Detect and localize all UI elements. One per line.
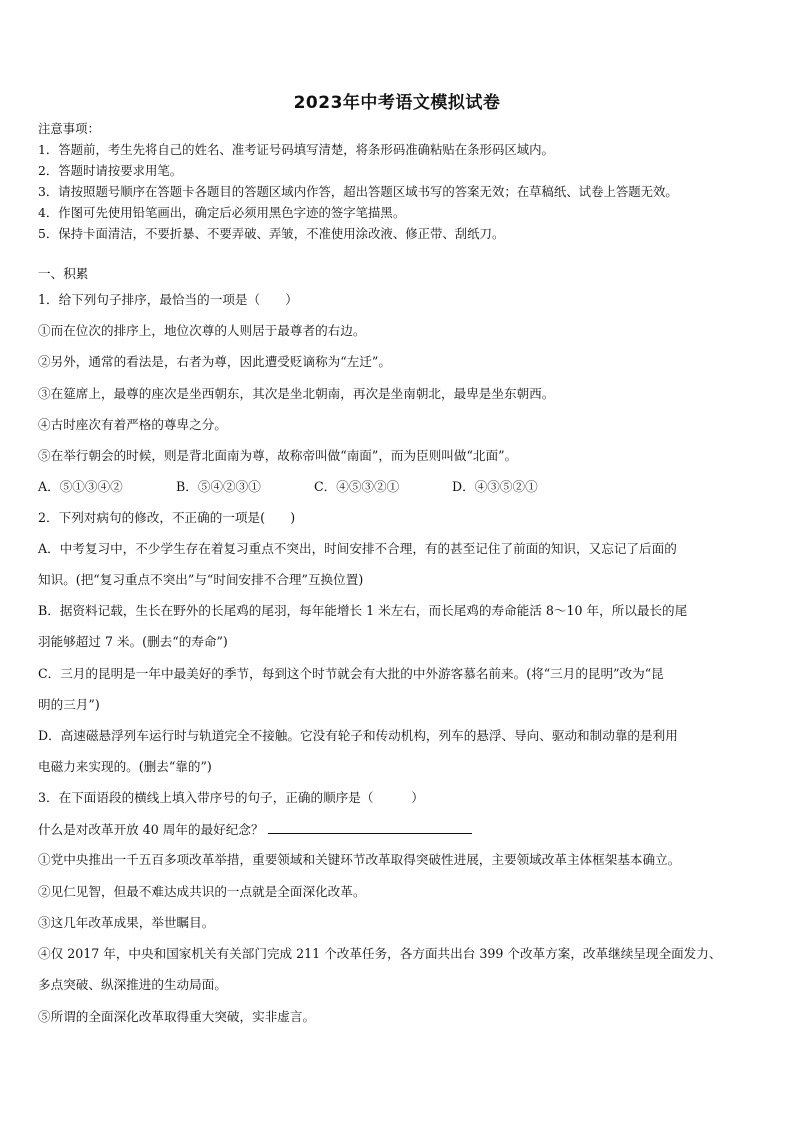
q2-line: 知识。(把“复习重点不突出”与“时间安排不合理”互换位置)	[38, 572, 364, 587]
q3-line: ④仅 2017 年，中央和国家机关有关部门完成 211 个改革任务，各方面共出台 399 个改革方案，改革继续呈现全面发力、	[38, 946, 722, 961]
notes-heading: 注意事项：	[38, 121, 100, 136]
q2-line: A．中考复习中，不少学生存在着复习重点不突出，时间安排不合理，有的甚至记住了前面的知识，又忘记了后面的	[38, 541, 677, 556]
q2-line: 羽能够超过 7 米。(删去“的寿命”)	[38, 634, 228, 649]
q1-sentence: ①而在位次的排序上，地位次尊的人则居于最尊者的右边。	[38, 323, 366, 338]
q1-option-a[interactable]: A．⑤①③④②	[38, 479, 123, 494]
q2-line: 明的三月”)	[38, 697, 100, 712]
q2-line: B．据资料记载，生长在野外的长尾鸡的尾羽，每年能增长 1 米左右，而长尾鸡的寿命能活 8～10 年，所以最长的尾	[38, 603, 688, 618]
q3-answer-blank[interactable]	[268, 821, 472, 834]
q2-line: D．高速磁悬浮列车运行时与轨道完全不接触。它没有轮子和传动机构，列车的悬浮、导向、驱动和制动靠的是利用	[38, 728, 678, 743]
q3-question-text: 什么是对改革开放 40 周年的最好纪念？	[38, 822, 264, 837]
note-item: 5．保持卡面清洁，不要折暴、不要弄破、弄皱，不准使用涂改液、修正带、刮纸刀。	[38, 226, 505, 241]
q3-line: 多点突破、纵深推进的生动局面。	[38, 977, 227, 992]
note-item: 4．作图可先使用铅笔画出，确定后必须用黑色字迹的签字笔描黑。	[38, 205, 406, 220]
q1-option-d[interactable]: D．④③⑤②①	[452, 479, 538, 494]
q2-stem: 2．下列对病句的修改，不正确的一项是( )	[38, 510, 296, 525]
q1-options	[38, 479, 590, 495]
q3-question	[38, 821, 472, 838]
note-item: 1．答题前，考生先将自己的姓名、准考证号码填写清楚，将条形码准确粘贴在条形码区域内。	[38, 142, 554, 157]
section-heading: 一、积累	[38, 266, 89, 281]
q1-sentence: ⑤在举行朝会的时候，则是背北面南为尊，故称帝叫做“南面”，而为臣则叫做“北面”。	[38, 448, 518, 463]
q2-line: 电磁力来实现的。(删去“靠的”)	[38, 759, 212, 774]
q3-stem: 3．在下面语段的横线上填入带序号的句子，正确的顺序是（ ）	[38, 790, 424, 805]
q1-option-b[interactable]: B．⑤④②③①	[176, 479, 261, 494]
q1-stem: 1．给下列句子排序，最恰当的一项是（ ）	[38, 292, 298, 307]
q3-line: ①党中央推出一千五百多项改革举措，重要领域和关键环节改革取得突破性进展，主要领域改革主体框架基本确立。	[38, 852, 681, 867]
note-item: 2．答题时请按要求用笔。	[38, 163, 183, 178]
q1-sentence: ③在筵席上，最尊的座次是坐西朝东，其次是坐北朝南，再次是坐南朝北，最卑是坐东朝西。	[38, 386, 555, 401]
q1-sentence: ②另外，通常的看法是，右者为尊，因此遭受贬谪称为“左迁”。	[38, 354, 391, 369]
q3-line: ②见仁见智，但最不难达成共识的一点就是全面深化改革。	[38, 884, 366, 899]
q3-line: ③这几年改革成果，举世瞩目。	[38, 915, 215, 930]
q3-line: ⑤所谓的全面深化改革取得重大突破，实非虚言。	[38, 1009, 316, 1024]
q2-line: C．三月的昆明是一年中最美好的季节，每到这个时节就会有大批的中外游客慕名前来。(将“三月的昆明”改为“昆	[38, 666, 664, 681]
exam-title: 2023年中考语文模拟试卷	[293, 93, 501, 113]
q1-sentence: ④古时座次有着严格的尊卑之分。	[38, 417, 227, 432]
note-item: 3．请按照题号顺序在答题卡各题目的答题区域内作答，超出答题区域书写的答案无效；在草稿纸、试卷上答题无效。	[38, 184, 678, 199]
q1-option-c[interactable]: C．④⑤③②①	[314, 479, 400, 494]
